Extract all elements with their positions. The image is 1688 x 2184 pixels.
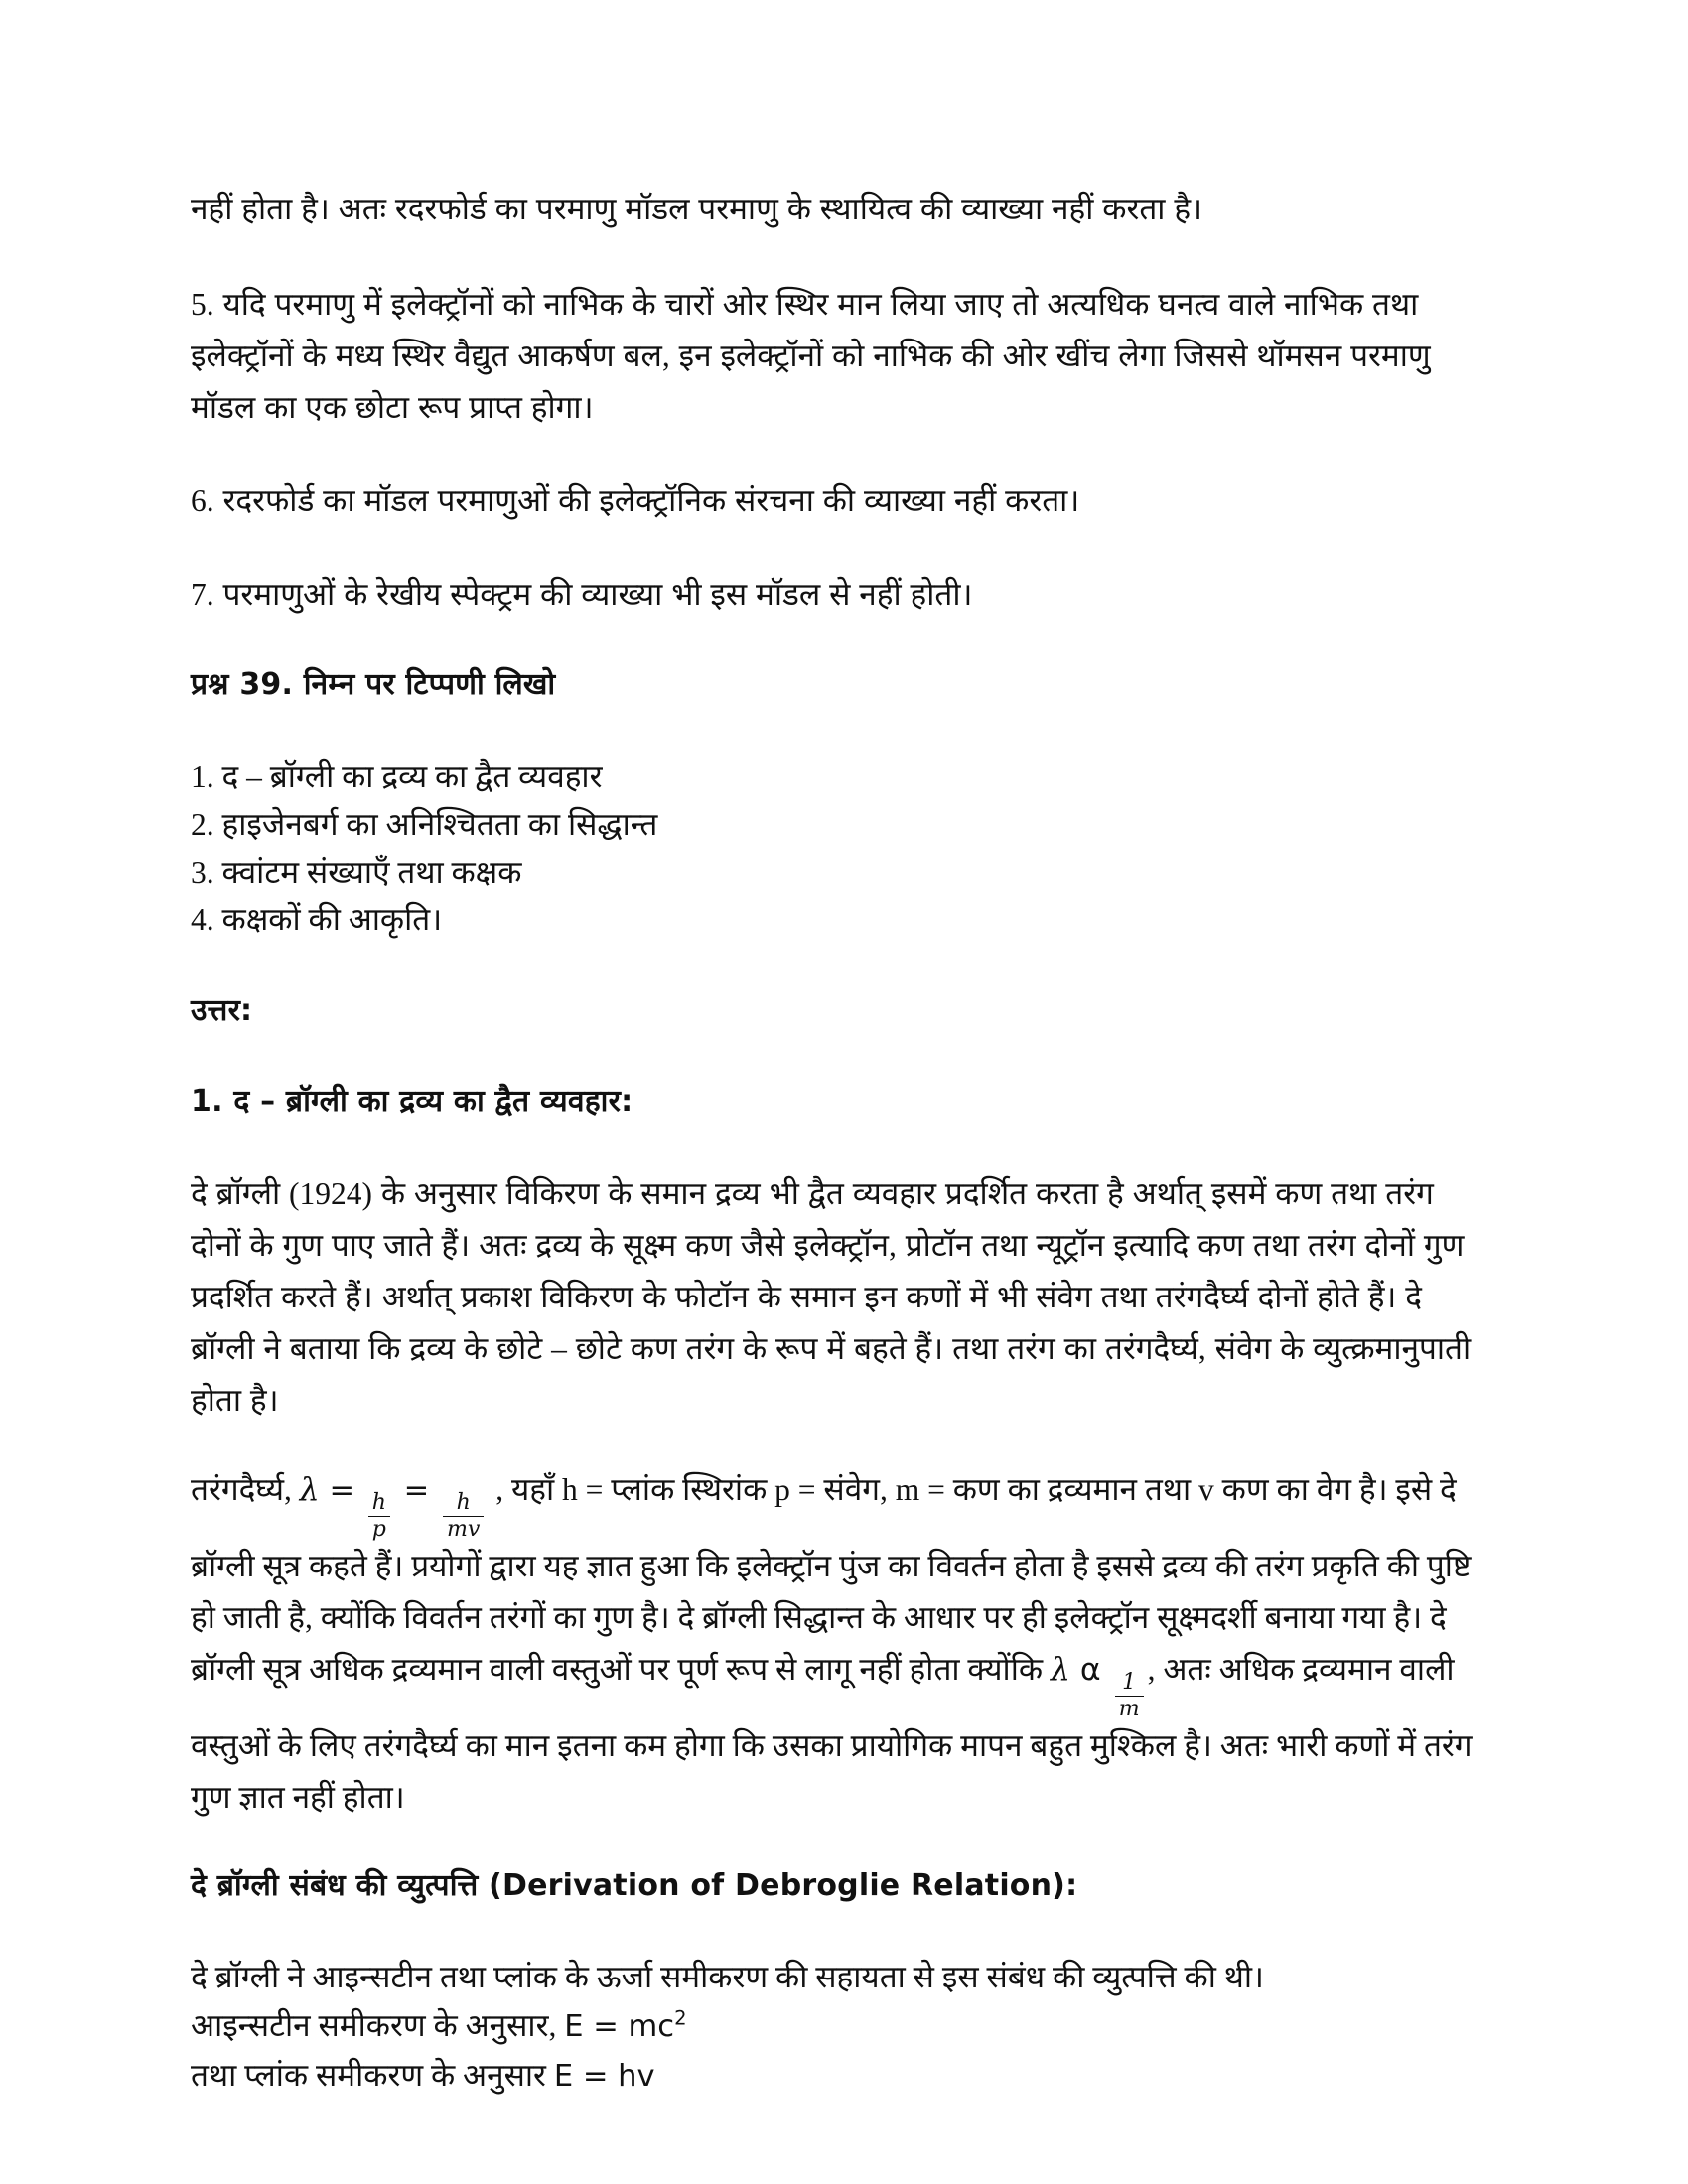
wavelength-formula-paragraph	[191, 1464, 1491, 1824]
fraction-h-over-mv	[443, 1491, 484, 1541]
list-item: 4. कक्षकों की आकृति।	[191, 902, 443, 937]
rutherford-limitation-point-6: 6. रदरफोर्ड का मॉडल परमाणुओं की इलेक्ट्रॉनिक संरचना की व्याख्या नहीं करता।	[191, 483, 1080, 518]
continued-paragraph: नहीं होता है। अतः रदरफोर्ड का परमाणु मॉडल परमाणु के स्थायित्व की व्याख्या नहीं करता है।	[191, 192, 1203, 226]
formula-suffix-text: , अतः अधिक द्रव्यमान वाली वस्तुओं के लिए तरंगदैर्घ्य का मान इतना कम होगा कि उसका प्रायोगिक मापन बहुत मुश्किल है। अतः भारी कणों में तरंग गुण ज्ञात नहीं होता।	[191, 1651, 1473, 1815]
derivation-heading: दे ब्रॉग्ली संबंध की व्युत्पत्ति (Derivation of Debroglie Relation):	[191, 1867, 1078, 1903]
lambda-symbol: λ	[299, 1472, 320, 1508]
proportional-symbol: α	[1069, 1651, 1111, 1688]
derivation-line-3	[191, 2051, 1491, 2101]
lambda-symbol-2: λ	[1050, 1651, 1070, 1688]
fraction-h-over-p	[368, 1491, 390, 1541]
fraction-one-over-m	[1115, 1671, 1144, 1720]
derivation-lines	[191, 1953, 1491, 2101]
fraction-numerator: h	[456, 1490, 471, 1516]
fraction-denominator: mv	[443, 1516, 484, 1541]
equals-sign-2: =	[393, 1473, 439, 1508]
fraction-denominator: p	[368, 1516, 390, 1541]
answer-subheading: 1. द – ब्रॉग्ली का द्रव्य का द्वैत व्यवहार:	[191, 1084, 633, 1119]
derivation-line-1: दे ब्रॉग्ली ने आइन्सटीन तथा प्लांक के ऊर्जा समीकरण की सहायता से इस संबंध की व्युत्पत्ति की थी।	[191, 1959, 1264, 1994]
fraction-numerator: 1	[1122, 1670, 1137, 1696]
einstein-equation: E = mc	[564, 2008, 675, 2044]
fraction-denominator: m	[1115, 1696, 1144, 1720]
list-item: 3. क्वांटम संख्याएँ तथा कक्षक	[191, 855, 522, 889]
answer-label: उत्तर:	[191, 993, 253, 1027]
document-body	[191, 184, 1491, 2101]
question-heading: प्रश्न 39. निम्न पर टिप्पणी लिखो	[191, 667, 556, 702]
formula-middle-text: , यहाँ h = प्लांक स्थिरांक p = संवेग, m = कण का द्रव्यमान तथा v कण का वेग है। इसे दे ब्रॉग्ली सूत्र कहते हैं। प्रयोगों द्वारा यह ज्ञात हुआ कि इलेक्ट्रॉन पुंज का विवर्तन होता है इससे द्रव्य की तरंग प्रकृति की पुष्टि हो जाती है, क्योंकि विवर्तन तरंगों का गुण है। दे ब्रॉग्ली सिद्धान्त के आधार पर ही इलेक्ट्रॉन सूक्ष्मदर्शी बनाया गया है। दे ब्रॉग्ली सूत्र अधिक द्रव्यमान वाली वस्तुओं पर पूर्ण रूप से लागू नहीं होता क्योंकि	[191, 1472, 1472, 1687]
list-item: 2. हाइजेनबर्ग का अनिश्चितता का सिद्धान्त	[191, 807, 658, 842]
einstein-equation-exponent: 2	[674, 2006, 687, 2030]
rutherford-limitation-point-7: 7. परमाणुओं के रेखीय स्पेक्ट्रम की व्याख्या भी इस मॉडल से नहीं होती।	[191, 577, 973, 612]
equals-sign-1: =	[319, 1473, 364, 1508]
question-topic-list	[191, 753, 1491, 944]
rutherford-limitation-point-5: 5. यदि परमाणु में इलेक्ट्रॉनों को नाभिक के चारों ओर स्थिर मान लिया जाए तो अत्यधिक घनत्व वाले नाभिक तथा इलेक्ट्रॉनों के मध्य स्थिर वैद्युत आकर्षण बल, इन इलेक्ट्रॉनों को नाभिक की ओर खींच लेगा जिससे थॉमसन परमाणु मॉडल का एक छोटा रूप प्राप्त होगा।	[191, 287, 1431, 425]
planck-equation-label: तथा प्लांक समीकरण के अनुसार	[191, 2057, 554, 2093]
einstein-equation-label: आइन्सटीन समीकरण के अनुसार,	[191, 2007, 565, 2043]
derivation-line-2	[191, 2001, 1491, 2051]
fraction-numerator: h	[371, 1490, 386, 1516]
debroglie-explanation-paragraph: दे ब्रॉग्ली (1924) के अनुसार विकिरण के समान द्रव्य भी द्वैत व्यवहार प्रदर्शित करता है अर्थात् इसमें कण तथा तरंग दोनों के गुण पाए जाते हैं। अतः द्रव्य के सूक्ष्म कण जैसे इलेक्ट्रॉन, प्रोटॉन तथा न्यूट्रॉन इत्यादि कण तथा तरंग दोनों गुण प्रदर्शित करते हैं। अर्थात् प्रकाश विकिरण के फोटॉन के समान इन कणों में भी संवेग तथा तरंगदैर्घ्य दोनों होते हैं। दे ब्रॉग्ली ने बताया कि द्रव्य के छोटे – छोटे कण तरंग के रूप में बहते हैं। तथा तरंग का तरंगदैर्घ्य, संवेग के व्युत्क्रमानुपाती होता है।	[191, 1176, 1472, 1418]
list-item: 1. द – ब्रॉग्ली का द्रव्य का द्वैत व्यवहार	[191, 759, 603, 794]
formula-prefix: तरंगदैर्घ्य,	[191, 1472, 300, 1507]
planck-equation: E = hv	[553, 2058, 655, 2094]
